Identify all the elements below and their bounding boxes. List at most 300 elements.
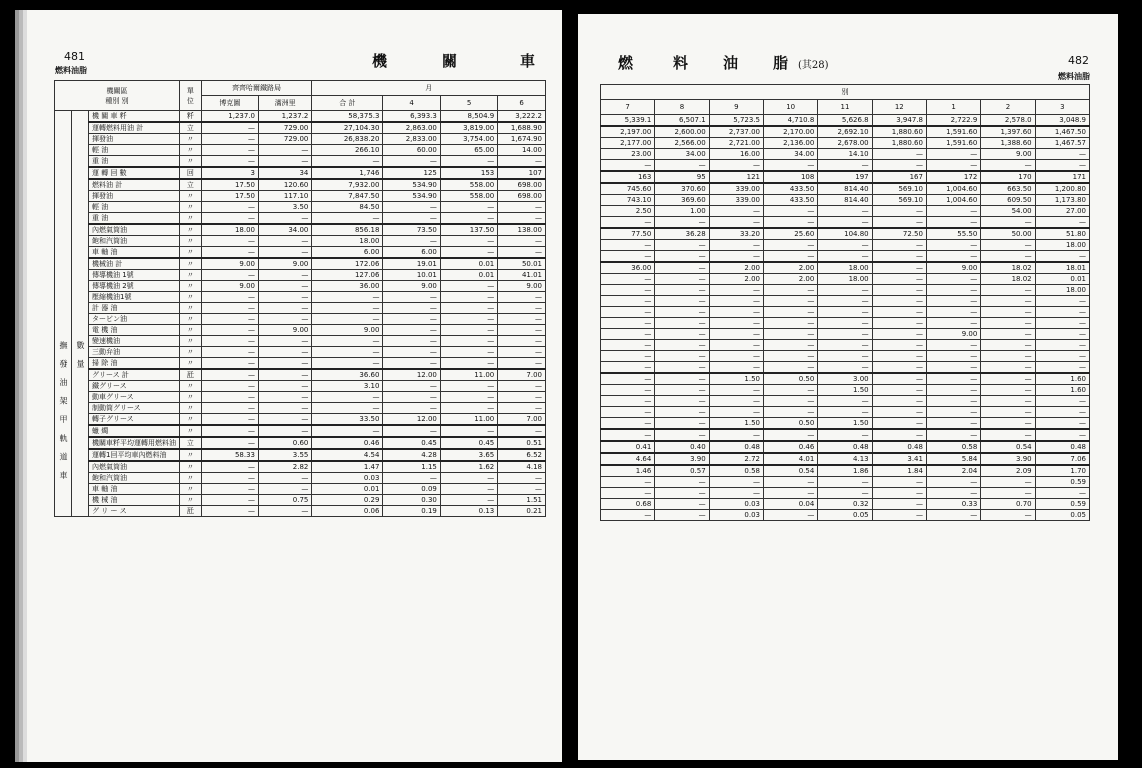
table-cell: — xyxy=(601,429,655,441)
col-header: 博克圖 xyxy=(201,96,258,111)
col-group-header: 別 xyxy=(601,85,1090,100)
table-cell: — xyxy=(763,206,817,217)
table-cell: — xyxy=(601,274,655,285)
table-cell: 0.40 xyxy=(655,441,709,453)
table-row xyxy=(55,134,546,145)
table-row xyxy=(55,111,546,123)
left-data-table xyxy=(54,80,546,517)
col-header: 12 xyxy=(872,100,926,115)
table-cell: — xyxy=(201,325,258,336)
table-cell: — xyxy=(872,307,926,318)
right-data-table xyxy=(600,84,1090,521)
month-header: 月 xyxy=(312,81,546,96)
table-cell: — xyxy=(201,403,258,414)
table-cell: — xyxy=(981,407,1035,418)
table-cell: — xyxy=(926,285,980,296)
table-cell: 117.10 xyxy=(259,191,312,202)
table-cell: — xyxy=(259,145,312,156)
side-label-text: 撫 發 油 架 甲 軌 道 車 xyxy=(59,341,68,483)
table-cell: — xyxy=(709,160,763,172)
table-cell: — xyxy=(601,251,655,263)
table-row xyxy=(55,202,546,213)
table-cell: 0.30 xyxy=(383,495,440,506)
table-cell: — xyxy=(655,318,709,329)
table-row xyxy=(55,403,546,414)
table-cell: — xyxy=(312,425,383,437)
table-cell: — xyxy=(259,403,312,414)
table-cell: 0.03 xyxy=(312,473,383,484)
row-unit: 〃 xyxy=(180,303,202,314)
table-cell: — xyxy=(872,385,926,396)
table-cell: — xyxy=(1035,251,1089,263)
table-cell: 125 xyxy=(383,167,440,179)
table-row xyxy=(55,236,546,247)
table-cell: 0.33 xyxy=(926,499,980,510)
table-row xyxy=(601,329,1090,340)
row-label: 動車グリース xyxy=(89,392,180,403)
col-header: 8 xyxy=(655,100,709,115)
table-cell: — xyxy=(440,314,497,325)
table-cell: 814.40 xyxy=(818,183,872,195)
table-cell: — xyxy=(709,285,763,296)
table-cell: 11.00 xyxy=(440,369,497,381)
table-row xyxy=(55,495,546,506)
table-cell: — xyxy=(981,362,1035,374)
row-unit: 〃 xyxy=(180,358,202,370)
table-cell: — xyxy=(201,303,258,314)
table-cell: 0.04 xyxy=(763,499,817,510)
table-cell: — xyxy=(201,414,258,426)
table-cell: — xyxy=(440,473,497,484)
table-cell: 856.18 xyxy=(312,224,383,236)
table-cell: 2,833.00 xyxy=(383,134,440,145)
table-cell: 4.54 xyxy=(312,449,383,461)
table-cell: — xyxy=(818,407,872,418)
table-cell: — xyxy=(1035,340,1089,351)
table-cell: — xyxy=(926,240,980,251)
table-cell: — xyxy=(655,477,709,488)
table-cell: 104.80 xyxy=(818,228,872,240)
row-label: 揮發油 xyxy=(89,134,180,145)
table-cell: 9.00 xyxy=(201,258,258,270)
table-cell: 1,746 xyxy=(312,167,383,179)
col-header: 10 xyxy=(763,100,817,115)
table-row xyxy=(601,385,1090,396)
table-cell: 172.06 xyxy=(312,258,383,270)
table-cell: — xyxy=(1035,418,1089,430)
table-cell: — xyxy=(201,156,258,168)
table-cell: — xyxy=(201,358,258,370)
table-cell: 2.82 xyxy=(259,461,312,473)
table-row xyxy=(55,292,546,303)
table-cell: 18.02 xyxy=(981,262,1035,274)
col-header: 2 xyxy=(981,100,1035,115)
table-cell: 9.00 xyxy=(383,281,440,292)
table-cell: — xyxy=(818,351,872,362)
table-cell: 171 xyxy=(1035,171,1089,183)
table-cell: — xyxy=(601,160,655,172)
table-cell: — xyxy=(981,217,1035,229)
table-cell: — xyxy=(818,396,872,407)
table-cell: — xyxy=(201,292,258,303)
table-cell: — xyxy=(709,251,763,263)
table-cell: 137.50 xyxy=(440,224,497,236)
table-cell: — xyxy=(709,307,763,318)
table-cell: 5,626.8 xyxy=(818,115,872,127)
table-cell: — xyxy=(981,329,1035,340)
table-cell: 0.51 xyxy=(498,437,546,449)
table-cell: 814.40 xyxy=(818,195,872,206)
table-cell: 0.01 xyxy=(312,484,383,495)
table-cell: 9.00 xyxy=(259,258,312,270)
table-cell: 2,678.00 xyxy=(818,138,872,149)
table-cell: — xyxy=(498,347,546,358)
table-cell: 0.29 xyxy=(312,495,383,506)
table-cell: — xyxy=(709,396,763,407)
table-row xyxy=(55,336,546,347)
col-header: 5 xyxy=(440,96,497,111)
table-cell: 0.48 xyxy=(872,441,926,453)
table-cell: 433.50 xyxy=(763,195,817,206)
table-cell: 0.03 xyxy=(709,510,763,521)
table-cell: — xyxy=(709,217,763,229)
table-cell: 2,136.00 xyxy=(763,138,817,149)
table-cell: — xyxy=(312,392,383,403)
table-cell: 6.52 xyxy=(498,449,546,461)
table-row xyxy=(55,191,546,202)
table-row xyxy=(601,228,1090,240)
table-cell: — xyxy=(498,403,546,414)
row-unit: 〃 xyxy=(180,202,202,213)
table-row xyxy=(55,425,546,437)
table-cell: — xyxy=(709,385,763,396)
right-section-label: 燃料油脂 xyxy=(1058,72,1090,81)
table-cell: — xyxy=(926,296,980,307)
row-unit: 〃 xyxy=(180,191,202,202)
table-row xyxy=(601,274,1090,285)
table-row xyxy=(55,506,546,517)
table-cell: — xyxy=(981,240,1035,251)
table-cell: — xyxy=(818,488,872,499)
table-cell: 0.05 xyxy=(1035,510,1089,521)
table-cell: — xyxy=(259,392,312,403)
table-cell: — xyxy=(872,251,926,263)
table-cell: 2.00 xyxy=(763,274,817,285)
table-cell: — xyxy=(440,281,497,292)
table-cell: — xyxy=(383,325,440,336)
unit-header-top: 單 xyxy=(186,86,194,95)
table-cell: — xyxy=(498,303,546,314)
table-cell: 3.90 xyxy=(981,453,1035,465)
row-label: グリース 計 xyxy=(89,369,180,381)
table-cell: 0.13 xyxy=(440,506,497,517)
table-row xyxy=(601,262,1090,274)
col-header: 4 xyxy=(383,96,440,111)
table-cell: — xyxy=(872,318,926,329)
table-cell: — xyxy=(763,477,817,488)
title-char: 油 xyxy=(723,54,741,72)
table-cell: — xyxy=(259,425,312,437)
table-cell: 7,932.00 xyxy=(312,179,383,191)
table-row xyxy=(601,115,1090,127)
table-cell: 0.21 xyxy=(498,506,546,517)
table-cell: — xyxy=(498,336,546,347)
table-cell: — xyxy=(981,418,1035,430)
row-label: 轉子グリース xyxy=(89,414,180,426)
table-row xyxy=(601,206,1090,217)
row-unit: 回 xyxy=(180,167,202,179)
table-cell: 743.10 xyxy=(601,195,655,206)
table-row xyxy=(601,171,1090,183)
table-cell: — xyxy=(926,251,980,263)
table-cell: — xyxy=(818,477,872,488)
table-cell: — xyxy=(872,510,926,521)
table-cell: 2.00 xyxy=(709,262,763,274)
table-cell: 729.00 xyxy=(259,122,312,134)
table-row xyxy=(601,407,1090,418)
table-cell: 6.00 xyxy=(312,247,383,259)
table-cell: — xyxy=(872,149,926,160)
table-cell: 34.00 xyxy=(763,149,817,160)
col-header: 6 xyxy=(498,96,546,111)
row-label: 電 機 油 xyxy=(89,325,180,336)
row-label: 燃料油 計 xyxy=(89,179,180,191)
table-cell: 0.01 xyxy=(440,258,497,270)
table-cell: 2.72 xyxy=(709,453,763,465)
table-cell: 34 xyxy=(259,167,312,179)
table-cell: — xyxy=(498,392,546,403)
row-unit: 〃 xyxy=(180,403,202,414)
table-cell: — xyxy=(440,303,497,314)
row-unit: 〃 xyxy=(180,213,202,225)
table-cell: — xyxy=(763,329,817,340)
table-cell: — xyxy=(655,510,709,521)
table-cell: — xyxy=(601,240,655,251)
table-cell: 1.86 xyxy=(818,465,872,477)
table-cell: — xyxy=(498,381,546,392)
table-cell: 0.09 xyxy=(383,484,440,495)
table-cell: — xyxy=(601,510,655,521)
table-cell: — xyxy=(926,373,980,385)
row-unit: 〃 xyxy=(180,314,202,325)
row-unit: 立 xyxy=(180,437,202,449)
table-cell: — xyxy=(440,247,497,259)
table-cell: — xyxy=(601,407,655,418)
table-row xyxy=(55,213,546,225)
row-unit: 〃 xyxy=(180,449,202,461)
table-cell: — xyxy=(383,303,440,314)
table-cell: 54.00 xyxy=(981,206,1035,217)
table-cell: 18.00 xyxy=(818,274,872,285)
table-cell: — xyxy=(655,418,709,430)
table-cell: — xyxy=(259,213,312,225)
table-cell: 41.01 xyxy=(498,270,546,281)
table-cell: — xyxy=(981,160,1035,172)
table-cell: — xyxy=(312,213,383,225)
table-cell: 2,177.00 xyxy=(601,138,655,149)
table-cell: — xyxy=(872,262,926,274)
table-cell: 27.00 xyxy=(1035,206,1089,217)
table-cell: — xyxy=(201,336,258,347)
table-cell: — xyxy=(872,429,926,441)
table-cell: 1.51 xyxy=(498,495,546,506)
table-cell: — xyxy=(1035,396,1089,407)
table-cell: 36.00 xyxy=(312,281,383,292)
table-cell: — xyxy=(383,358,440,370)
table-cell: — xyxy=(1035,217,1089,229)
row-unit: 瓩 xyxy=(180,369,202,381)
table-cell: 698.00 xyxy=(498,179,546,191)
table-cell: 0.54 xyxy=(763,465,817,477)
table-cell: 0.57 xyxy=(655,465,709,477)
table-cell: — xyxy=(259,484,312,495)
table-cell: 2,170.00 xyxy=(763,126,817,138)
row-unit: 立 xyxy=(180,122,202,134)
table-cell: 558.00 xyxy=(440,191,497,202)
table-row xyxy=(601,362,1090,374)
table-cell: 153 xyxy=(440,167,497,179)
title-char: 車 xyxy=(520,52,538,70)
table-row xyxy=(601,340,1090,351)
table-cell: 77.50 xyxy=(601,228,655,240)
table-cell: — xyxy=(1035,160,1089,172)
table-cell: — xyxy=(655,329,709,340)
table-cell: 0.70 xyxy=(981,499,1035,510)
table-row xyxy=(601,510,1090,521)
table-row xyxy=(55,381,546,392)
table-cell: — xyxy=(1035,362,1089,374)
table-cell: — xyxy=(1035,307,1089,318)
table-cell: 1,688.90 xyxy=(498,122,546,134)
corner-left: 種別 xyxy=(105,96,120,105)
table-cell: — xyxy=(383,236,440,247)
table-cell: — xyxy=(872,274,926,285)
table-cell: 698.00 xyxy=(498,191,546,202)
table-cell: 3.90 xyxy=(655,453,709,465)
table-cell: 121 xyxy=(709,171,763,183)
table-cell: — xyxy=(763,385,817,396)
table-cell: — xyxy=(312,358,383,370)
row-unit: 〃 xyxy=(180,325,202,336)
table-cell: 2,578.0 xyxy=(981,115,1035,127)
row-label: 內燃氣筒油 xyxy=(89,224,180,236)
table-cell: — xyxy=(763,351,817,362)
row-label: 掃 除 油 xyxy=(89,358,180,370)
table-cell: — xyxy=(440,336,497,347)
row-label: 運 轉 回 數 xyxy=(89,167,180,179)
table-cell: 27,104.30 xyxy=(312,122,383,134)
table-cell: 729.00 xyxy=(259,134,312,145)
table-cell: 65.00 xyxy=(440,145,497,156)
table-cell: — xyxy=(601,296,655,307)
table-cell: 1,388.60 xyxy=(981,138,1035,149)
table-row xyxy=(601,138,1090,149)
table-cell: — xyxy=(383,336,440,347)
table-row xyxy=(55,325,546,336)
row-label: 傳導機油 1號 xyxy=(89,270,180,281)
table-row xyxy=(601,240,1090,251)
table-cell: — xyxy=(601,329,655,340)
table-cell: 1,674.90 xyxy=(498,134,546,145)
table-cell: 3,819.00 xyxy=(440,122,497,134)
table-cell: — xyxy=(601,351,655,362)
table-cell: — xyxy=(601,396,655,407)
table-row xyxy=(601,488,1090,499)
table-cell: 0.75 xyxy=(259,495,312,506)
table-cell: — xyxy=(981,351,1035,362)
table-cell: 1.46 xyxy=(601,465,655,477)
row-label: 鐵グリース xyxy=(89,381,180,392)
subtitle: (其28) xyxy=(798,60,829,71)
table-cell: — xyxy=(655,396,709,407)
table-cell: — xyxy=(872,329,926,340)
table-cell: 197 xyxy=(818,171,872,183)
table-cell: — xyxy=(201,381,258,392)
table-cell: — xyxy=(926,477,980,488)
title-char: 機 xyxy=(372,52,390,70)
table-cell: 18.00 xyxy=(818,262,872,274)
table-cell: 73.50 xyxy=(383,224,440,236)
table-cell: 18.02 xyxy=(981,274,1035,285)
table-row xyxy=(55,303,546,314)
table-cell: — xyxy=(926,396,980,407)
table-cell: — xyxy=(383,381,440,392)
table-cell: — xyxy=(926,407,980,418)
table-cell: — xyxy=(655,351,709,362)
table-cell: — xyxy=(259,414,312,426)
row-unit: 〃 xyxy=(180,425,202,437)
table-cell: — xyxy=(498,325,546,336)
table-cell: — xyxy=(763,307,817,318)
table-cell: 36.00 xyxy=(601,262,655,274)
table-cell: — xyxy=(201,314,258,325)
table-cell: — xyxy=(818,206,872,217)
table-row xyxy=(601,126,1090,138)
row-label: 重 油 xyxy=(89,156,180,168)
table-cell: — xyxy=(872,418,926,430)
table-cell: 0.45 xyxy=(383,437,440,449)
table-cell: — xyxy=(981,385,1035,396)
table-cell: — xyxy=(926,160,980,172)
table-cell: 18.00 xyxy=(1035,285,1089,296)
table-cell: 25.60 xyxy=(763,228,817,240)
row-unit: 〃 xyxy=(180,270,202,281)
row-label: 內燃氣筒油 xyxy=(89,461,180,473)
table-cell: — xyxy=(872,206,926,217)
office-header: 齊齊哈爾鐵路局 xyxy=(201,81,312,96)
row-label: 制動筒グリース xyxy=(89,403,180,414)
table-cell: — xyxy=(763,407,817,418)
table-cell: — xyxy=(872,362,926,374)
table-cell: — xyxy=(498,358,546,370)
table-cell: 5,723.5 xyxy=(709,115,763,127)
col-header: 11 xyxy=(818,100,872,115)
row-label: 車 軸 油 xyxy=(89,247,180,259)
table-cell: — xyxy=(601,318,655,329)
table-cell: 72.50 xyxy=(872,228,926,240)
row-label: 輕 油 xyxy=(89,145,180,156)
table-cell: — xyxy=(201,247,258,259)
table-cell: — xyxy=(312,156,383,168)
table-cell: 534.90 xyxy=(383,191,440,202)
table-cell: — xyxy=(259,314,312,325)
side-label-sub xyxy=(72,111,89,517)
table-cell: 3.41 xyxy=(872,453,926,465)
table-cell: 1,880.60 xyxy=(872,126,926,138)
table-row xyxy=(601,351,1090,362)
table-cell: — xyxy=(1035,149,1089,160)
table-cell: — xyxy=(201,202,258,213)
